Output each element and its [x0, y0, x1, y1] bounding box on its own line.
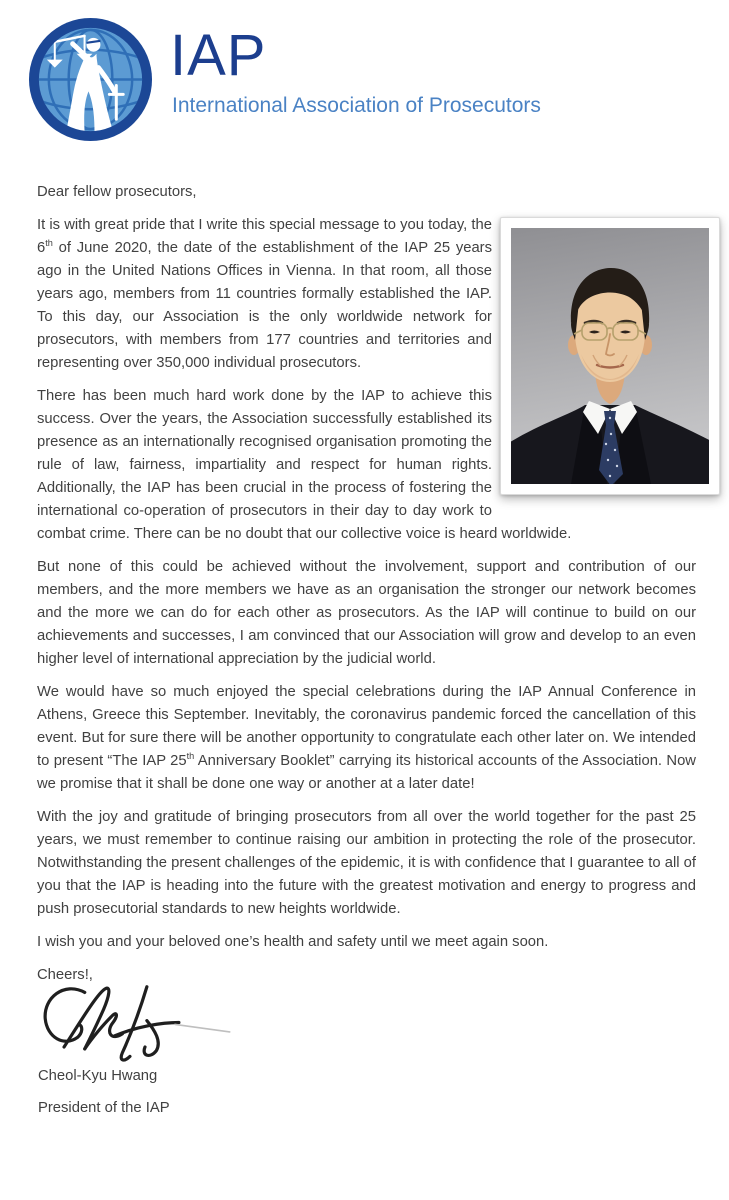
paragraph-3: But none of this could be achieved without the involvement, support and contribution of our members, and the more members we have as an organisation the stronger our network becomes and the more we can do for each other as prosecutors. As the IAP will continue to build on our achievements and successes, I am convinced that our Association will grow and develop to an even higher level of international appreciation by the judicial world. — [37, 559, 696, 667]
signer-title: President of the IAP — [38, 1100, 170, 1116]
signer-name: Cheol-Kyu Hwang — [38, 1068, 158, 1084]
org-abbreviation: IAP — [170, 23, 267, 88]
paragraph-text: It is with great pride that I write this special message to you today, the 6th of June 2020, the date of the establishment of the IAP 25 years ago in the United Nations Offices in Vienna. In that room, all those years ago, members from 11 countries formally established the IAP. To this day, our Association is the only worldwide network for prosecutors, with members from 177 countries and territories and representing over 350,000 individual prosecutors. — [37, 217, 492, 371]
paragraph-1 — [37, 214, 696, 375]
letter-body — [37, 181, 696, 1120]
org-full-name: International Association of Prosecutors — [172, 94, 541, 117]
iap-logo-icon — [27, 16, 154, 143]
handwritten-signature — [31, 983, 243, 1063]
closing-salutation: Cheers!, — [37, 967, 93, 983]
paragraph-5: With the joy and gratitude of bringing prosecutors from all over the world together for the past 25 years, we must remember to continue raising our ambition in protecting the role of the prosecutor. Notwithstanding the present challenges of the epidemic, it is with confidence that I guarantee to all of you that the IAP is heading into the future with the greatest motivation and energy to progress and push prosecutorial standards to new heights worldwide. — [37, 809, 696, 917]
president-photo — [500, 217, 720, 495]
superscript: th — [186, 751, 195, 762]
brand-block — [170, 23, 541, 118]
superscript: th — [45, 238, 53, 249]
paragraph-2: There has been much hard work done by the IAP to achieve this success. Over the years, the Association successfully established its presence as an internationally recognised organisation promoting the rule of law, fairness, impartiality and respect for human rights. Additionally, the IAP has been crucial in the process of fostering the international co-operation of prosecutors in their day to day work to combat crime. There can be no doubt that our collective voice is heard worldwide. — [37, 388, 572, 542]
paragraph-4: We would have so much enjoyed the special celebrations during the IAP Annual Conference in Athens, Greece this September. Inevitably, the coronavirus pandemic forced the cancellation of this event. But for sure there will be another opportunity to congratulate each other later on. We intended to present “The IAP 25th Anniversary Booklet” carrying its historical accounts of the Association. Now we promise that it shall be done one way or another at a later date! — [37, 684, 696, 792]
salutation: Dear fellow prosecutors, — [37, 184, 197, 200]
paragraph-6: I wish you and your beloved one’s health and safety until we meet again soon. — [37, 934, 549, 950]
